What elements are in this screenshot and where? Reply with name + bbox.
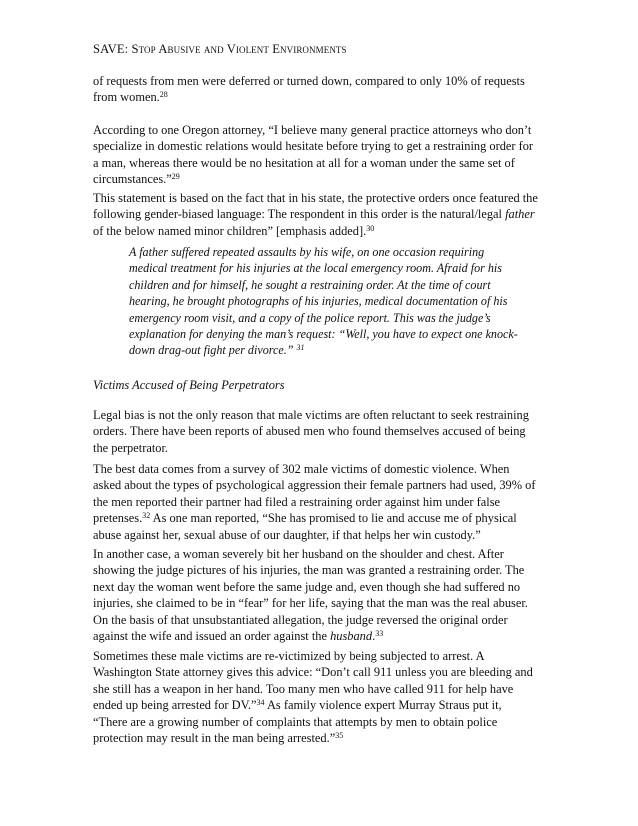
paragraph-6	[93, 546, 549, 644]
header-text: SAVE: S	[93, 42, 139, 56]
text-line: of requests from men were deferred or turned down, compared to only 10% of requests	[93, 74, 525, 88]
text-line: the perpetrator.	[93, 440, 168, 455]
footnote-ref[interactable]: 30	[366, 223, 375, 233]
text-span: of the below named minor children” [emphasis added].	[93, 223, 367, 238]
footnote-ref[interactable]: 31	[296, 343, 305, 353]
header-text: iolent	[235, 42, 269, 56]
text-line	[93, 628, 549, 644]
text-line: Sometimes these male victims are re-victimized by being subjected to arrest. A	[93, 649, 485, 663]
text-line: Washington State attorney gives this advice: “Don’t call 911 unless you are bleeding and	[93, 665, 533, 680]
text-line: a man, whereas there would be no hesitation at all for a woman under the same set of	[93, 155, 515, 170]
emphasis-text: father	[505, 207, 535, 222]
text-line	[93, 223, 549, 239]
header-text: E	[268, 42, 281, 56]
text-line: showing the judge pictures of his injuries, the man was granted a restraining order. The	[93, 563, 525, 578]
text-line: This statement is based on the fact that in his state, the protective orders once featured the	[93, 191, 538, 205]
text-line: On the basis of that unsubstantiated allegation, the judge reversed the original order	[93, 612, 508, 627]
emphasis-text: husband	[330, 629, 373, 644]
text-line: In another case, a woman severely bit her husband on the shoulder and chest. After	[93, 547, 504, 561]
quote-line: hearing, he brought photographs of his injuries, medical documentation of his	[129, 294, 508, 309]
text-line: abuse against her, sexual abuse of our daughter, if that helps her win custody.”	[93, 527, 481, 542]
text-line: injuries, she claimed to be in “fear” for her life, saying that the man was the real abuser.	[93, 596, 528, 611]
header-text: A	[155, 42, 168, 56]
footnote-ref[interactable]: 29	[171, 172, 180, 182]
quote-line	[129, 342, 543, 358]
text-line: next day the woman went before the same judge and, even though she had suffered no	[93, 579, 521, 594]
text-line: “There are a growing number of complaints that attempts by men to obtain police	[93, 714, 498, 729]
quote-line: medical treatment for his injuries at the local emergency room. Afraid for his	[129, 261, 502, 276]
text-span: ended up being arrested for DV.”	[93, 698, 257, 713]
text-line	[93, 730, 549, 746]
text-span: down drag-out fight per divorce.”	[129, 343, 294, 358]
text-span: As family violence expert Murray Straus put it,	[264, 698, 502, 713]
quote-line: explanation for denying the man’s request: “Well, you have to expect one knock-	[129, 327, 518, 342]
text-line	[93, 697, 549, 713]
header-text: nvironments	[280, 42, 347, 56]
text-line	[93, 206, 549, 222]
block-quote	[129, 244, 543, 359]
paragraph-2	[93, 122, 549, 188]
text-span: protection may result in the man being arrested.”	[93, 731, 336, 746]
paragraph-5	[93, 461, 549, 543]
header-text: top	[138, 42, 156, 56]
text-line: asked about the types of psychological aggression their female partners had used, 39% of	[93, 478, 536, 493]
footnote-ref[interactable]: 35	[335, 731, 344, 741]
text-line: she still has a weapon in her hand. Too many men who have called 911 for help have	[93, 681, 514, 696]
text-span: As one man reported, “She has promised to lie and accuse me of physical	[150, 511, 517, 526]
footnote-ref[interactable]: 33	[375, 629, 384, 639]
text-span: from women.	[93, 90, 160, 105]
text-line: orders. There have been reports of abused men who found themselves accused of being	[93, 424, 526, 439]
text-line	[93, 510, 549, 526]
paragraph-1	[93, 73, 549, 106]
paragraph-4	[93, 407, 549, 456]
paragraph-3	[93, 190, 549, 239]
text-span: .	[372, 629, 376, 644]
text-span: following gender-biased language: The respondent in this order is the natural/legal	[93, 207, 506, 222]
text-span: against the wife and issued an order against the	[93, 629, 331, 644]
paragraph-7	[93, 648, 549, 746]
header-text: busive and	[167, 42, 224, 56]
text-line	[93, 171, 549, 187]
footnote-ref[interactable]: 34	[256, 698, 265, 708]
text-line: the men reported their partner had filed a restraining order against him under false	[93, 494, 501, 509]
text-line: The best data comes from a survey of 302 male victims of domestic violence. When	[93, 462, 510, 476]
text-line: According to one Oregon attorney, “I believe many general practice attorneys who don’t	[93, 123, 532, 137]
running-header	[93, 42, 347, 57]
quote-line: children and for himself, he sought a restraining order. At the time of court	[129, 277, 491, 292]
text-line: Legal bias is not the only reason that male victims are often reluctant to seek restraining	[93, 408, 529, 422]
text-span: circumstances.”	[93, 172, 172, 187]
section-subheading: Victims Accused of Being Perpetrators	[93, 378, 285, 392]
text-span: pretenses.	[93, 511, 143, 526]
header-text: V	[223, 42, 236, 56]
quote-line: emergency room visit, and a copy of the police report. This was the judge’s	[129, 310, 491, 325]
quote-line: A father suffered repeated assaults by his wife, on one occasion requiring	[129, 245, 485, 259]
footnote-ref[interactable]: 32	[142, 511, 151, 521]
text-line	[93, 89, 549, 105]
text-line: specialize in domestic relations would hesitate before trying to get a restraining order for	[93, 139, 534, 154]
footnote-ref[interactable]: 28	[159, 90, 168, 100]
